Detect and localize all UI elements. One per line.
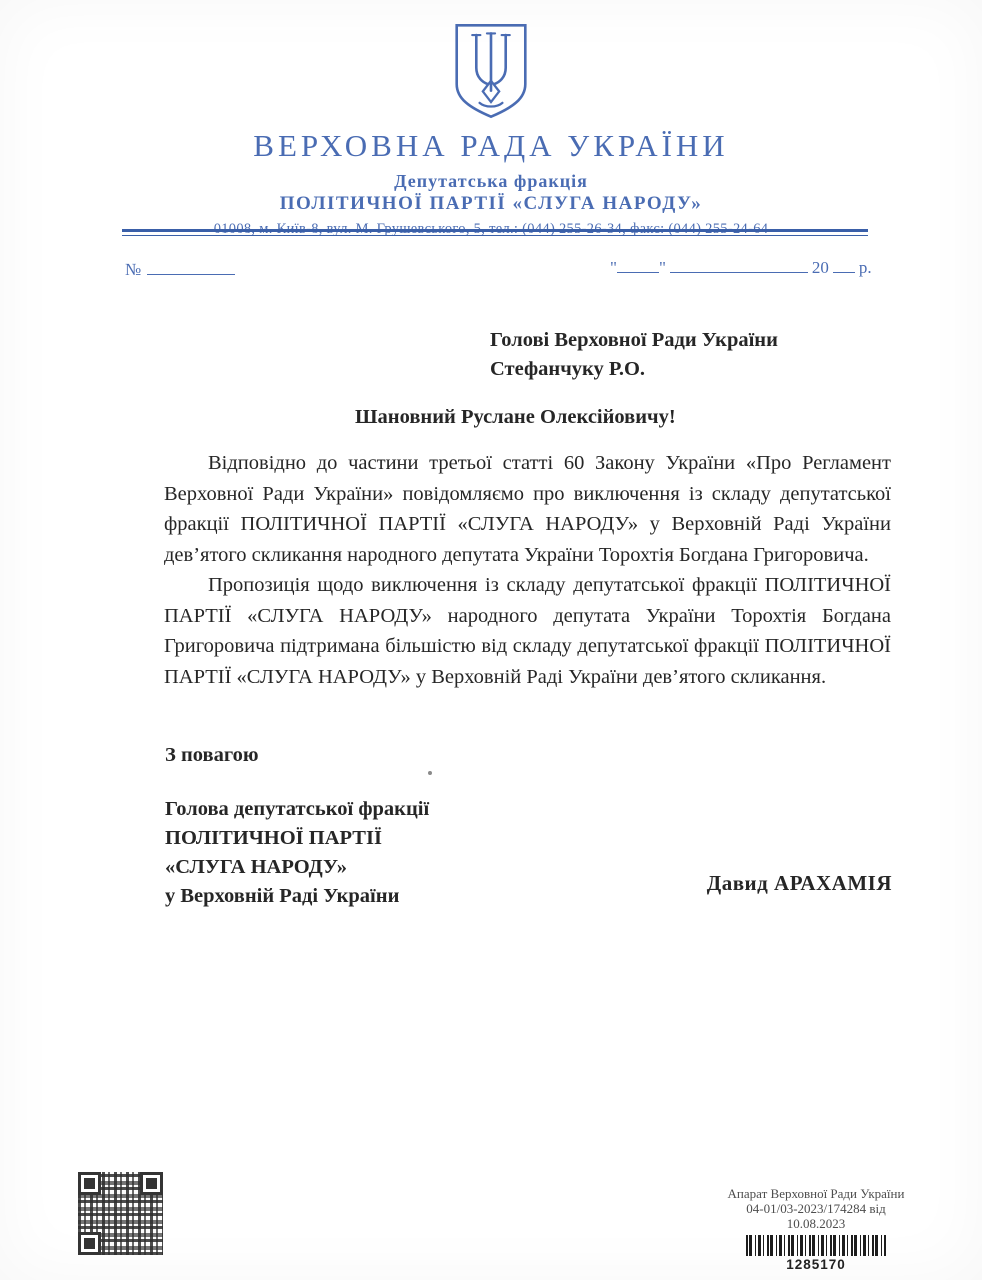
barcode (746, 1235, 886, 1256)
reference-number-line (125, 260, 235, 280)
org-subtitle-party: ПОЛІТИЧНОЇ ПАРТІЇ «СЛУГА НАРОДУ» (279, 193, 703, 214)
addressee-title: Голові Верховної Ради України (490, 329, 778, 351)
org-address: 01008, м. Київ-8, вул. М. Грушевського, 5, тел.: (044) 255-26-34, факс: (044) 255-24-64 (213, 221, 769, 237)
body-paragraph-1: Відповідно до частини третьої статті 60 Закону України «Про Регламент Верховної Ради України» повідомляємо про виключення із складу депутатської фракції ПОЛІТИЧНОЇ ПАРТІЇ «СЛУГА НАРОДУ» у Верховній Раді України дев’ятого скликання народного депутата України Торохтія Богдана Григоровича. (164, 452, 891, 566)
year-suffix: р. (858, 258, 872, 277)
day-blank-line (617, 258, 659, 273)
signer-name: Давид АРАХАМІЯ (706, 871, 892, 895)
year-blank-line (833, 258, 855, 273)
signer-position-line1: Голова депутатської фракції (165, 798, 430, 820)
salutation: Шановний Руслане Олексійовичу! (355, 406, 676, 428)
qr-finder-top-left (78, 1172, 101, 1195)
signer-position-block (165, 795, 429, 911)
month-blank-line (670, 258, 808, 273)
registration-stamp (720, 1186, 912, 1272)
scan-artifact-dot (428, 771, 432, 775)
quote-open: " (610, 258, 617, 277)
registration-office: Апарат Верховної Ради України (727, 1186, 905, 1201)
ukraine-trident-emblem-icon (449, 22, 533, 120)
barcode-number: 1285170 (786, 1257, 846, 1272)
signer-position-line4: у Верховній Раді України (165, 885, 400, 907)
letterhead-divider (122, 229, 868, 236)
signer-position-line3: «СЛУГА НАРОДУ» (165, 856, 348, 878)
number-blank-line (147, 260, 235, 275)
registration-number: 04-01/03-2023/174284 від 10.08.2023 (746, 1201, 886, 1231)
number-sign: № (125, 260, 142, 279)
qr-finder-top-right (140, 1172, 163, 1195)
addressee-block (490, 326, 778, 384)
org-subtitle-faction: Депутатська фракція (394, 171, 588, 191)
letter-body (164, 448, 891, 692)
qr-finder-bottom-left (78, 1232, 101, 1255)
body-paragraph-2: Пропозиція щодо виключення із складу депутатської фракції ПОЛІТИЧНОЇ ПАРТІЇ «СЛУГА НАРОДУ» народного депутата України Торохтія Богдана Григоровича підтримана більшістю від складу депутатської фракції ПОЛІТИЧНОЇ ПАРТІЇ «СЛУГА НАРОДУ» у Верховній Раді України дев’ятого скликання. (164, 574, 891, 688)
quote-close: " (658, 258, 666, 277)
closing-phrase: З повагою (165, 744, 259, 766)
year-prefix: 20 (811, 258, 829, 277)
org-title: ВЕРХОВНА РАДА УКРАЇНИ (253, 128, 729, 163)
date-line (610, 258, 872, 278)
letterhead (0, 22, 982, 238)
addressee-name: Стефанчуку Р.О. (490, 358, 646, 380)
qr-code (78, 1172, 163, 1255)
signer-position-line2: ПОЛІТИЧНОЇ ПАРТІЇ (165, 827, 382, 849)
